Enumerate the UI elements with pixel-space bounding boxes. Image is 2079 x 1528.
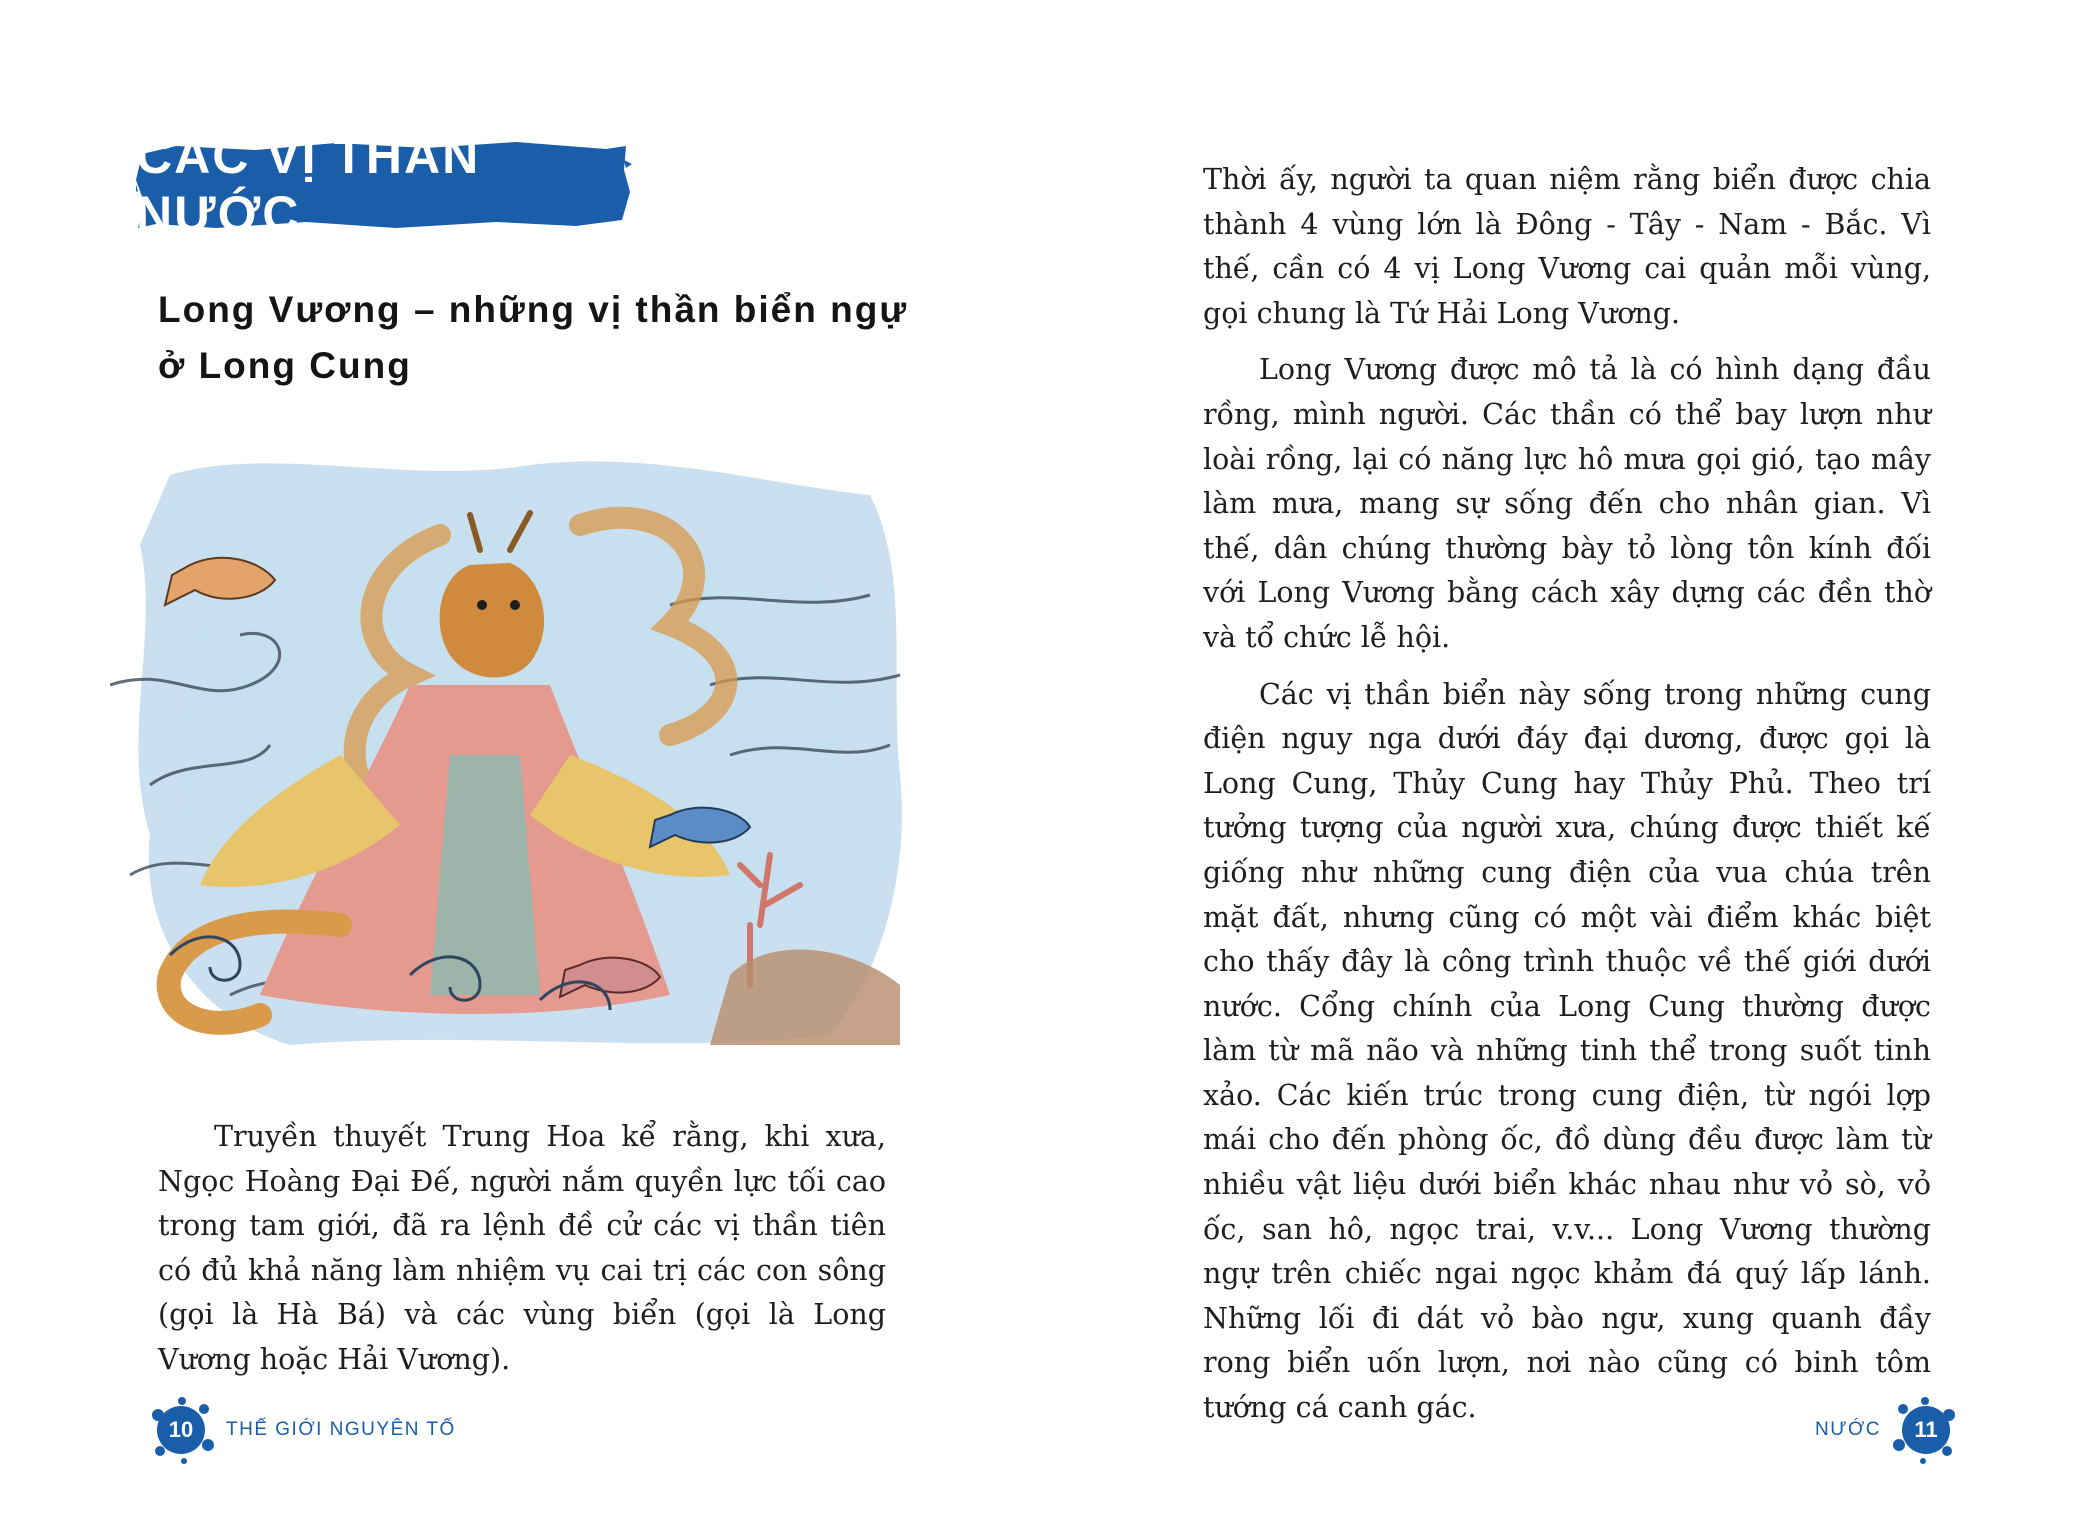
- footer-right: [1815, 1395, 1961, 1465]
- ink-splat-badge: [1891, 1395, 1961, 1465]
- intro-paragraph-block: [158, 1115, 886, 1383]
- paragraph: Truyền thuyết Trung Hoa kể rằng, khi xưa, Ngọc Hoàng Đại Đế, người nắm quyền lực tối cao trong tam giới, đã ra lệnh đề cử các vị thần tiên có đủ khả năng làm nhiệm vụ cai trị các con sông (gọi là Hà Bá) và các vùng biển (gọi là Long Vương hoặc Hải Vương).: [158, 1120, 886, 1376]
- paragraph-1: Thời ấy, người ta quan niệm rằng biển được chia thành 4 vùng lớn là Đông - Tây - Nam - Bắc. Vì thế, cần có 4 vị Long Vương cai quản mỗi vùng, gọi chung là Tứ Hải Long Vương.: [1203, 163, 1931, 330]
- page-number: 10: [168, 1417, 194, 1442]
- section-title: CÁC VỊ THẦN NƯỚC: [136, 128, 481, 242]
- chapter-label: NƯỚC: [1815, 1419, 1881, 1440]
- paragraph-2: Long Vương được mô tả là có hình dạng đầu rồng, mình người. Các thần có thể bay lượn như loài rồng, lại có năng lực hô mưa gọi gió, tạo mây làm mưa, mang sự sống đến cho nhân gian. Vì thế, dân chúng thường bày tỏ lòng tôn kính đối với Long Vương bằng cách xây dựng các đền thờ và tổ chức lễ hội.: [1203, 353, 1931, 654]
- right-paragraph-block: [1203, 158, 1931, 1443]
- section-banner: [136, 128, 632, 242]
- heading-line-2: ở Long Cung: [158, 345, 412, 386]
- paragraph-3: Các vị thần biển này sống trong những cung điện nguy nga dưới đáy đại dương, được gọi là Long Cung, Thủy Cung hay Thủy Phủ. Theo trí tưởng tượng của người xưa, chúng được thiết kế giống như những cung điện của vua chúa trên mặt đất, nhưng cũng có một vài điểm khác biệt cho thấy đây là công trình thuộc về thế giới dưới nước. Cổng chính của Long Cung thường được làm từ mã não và những tinh thể trong suốt tinh xảo. Các kiến trúc trong cung điện, từ ngói lợp mái cho đến phòng ốc, đồ dùng đều được làm từ nhiều vật liệu dưới biển khác nhau như vỏ sò, vỏ ốc, san hô, ngọc trai, v.v... Long Vương thường ngự trên chiếc ngai ngọc khảm đá quý lấp lánh. Những lối đi dát vỏ bào ngư, xung quanh đầy rong biển uốn lượn, nơi nào cũng có binh tôm tướng cá canh gác.: [1203, 677, 1931, 1425]
- book-title-label: THẾ GIỚI NGUYÊN TỐ: [226, 1419, 456, 1440]
- page-number: 11: [1914, 1417, 1938, 1442]
- dragon-king-illustration: [110, 455, 910, 1045]
- article-heading: [158, 282, 918, 394]
- footer-left: [146, 1395, 456, 1465]
- ink-splat-badge: [146, 1395, 216, 1465]
- heading-line-1: Long Vương – những vị thần biển ngự: [158, 289, 909, 330]
